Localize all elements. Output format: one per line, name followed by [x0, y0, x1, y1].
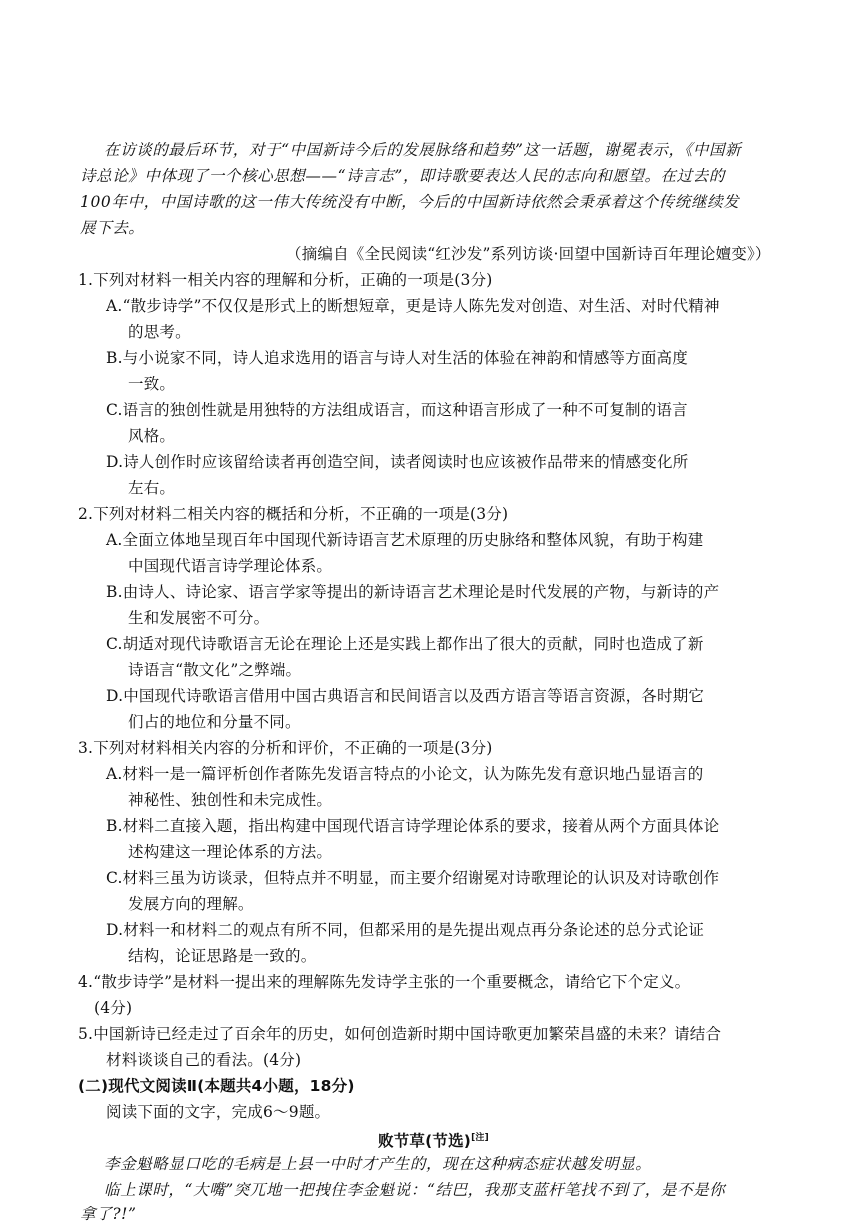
- material3-line-2: 诗总论》中体现了一个核心思想——“诗言志”，即诗歌要表达人民的志向和愿望。在过去的: [80, 167, 725, 185]
- q3-option-a-cont: 神秘性、独创性和未完成性。: [128, 791, 333, 809]
- material3-line-1: 在访谈的最后环节，对于“中国新诗今后的发展脉络和趋势”这一话题，谢冕表示，《中国新: [104, 141, 742, 159]
- story-paragraph-2-line-1: 临上课时，“大嘴”突兀地一把拽住李金魁说：“结巴，我那支蓝杆笔找不到了，是不是你: [104, 1181, 726, 1199]
- q5-stem: 5.中国新诗已经走过了百余年的历史，如何创造新时期中国诗歌更加繁荣昌盛的未来？请结合: [78, 1025, 722, 1043]
- q1-option-a: A.“散步诗学”不仅仅是形式上的断想短章，更是诗人陈先发对创造、对生活、对时代精神: [106, 297, 720, 315]
- story-title: [378, 1128, 489, 1151]
- q5-stem-cont: 材料谈谈自己的看法。(4分): [106, 1051, 302, 1069]
- story-title-text: 败节草(节选): [378, 1132, 472, 1151]
- q2-option-d: D.中国现代诗歌语言借用中国古典语言和民间语言以及西方语言等语言资源，各时期它: [106, 687, 705, 705]
- q2-option-a: A.全面立体地呈现百年中国现代新诗语言艺术原理的历史脉络和整体风貌，有助于构建: [106, 531, 704, 549]
- q1-option-c: C.语言的独创性就是用独特的方法组成语言，而这种语言形成了一种不可复制的语言: [106, 401, 688, 419]
- q1-option-c-cont: 风格。: [128, 427, 176, 445]
- q4-points: (4分): [94, 999, 133, 1017]
- q4-stem: 4.“散步诗学”是材料一提出来的理解陈先发诗学主张的一个重要概念，请给它下个定义。: [78, 973, 691, 991]
- section2-instruction: 阅读下面的文字，完成6～9题。: [106, 1103, 331, 1121]
- q1-stem: 1.下列对材料一相关内容的理解和分析，正确的一项是(3分): [78, 271, 493, 289]
- q3-option-c-cont: 发展方向的理解。: [128, 895, 254, 913]
- q3-option-c: C.材料三虽为访谈录，但特点并不明显，而主要介绍谢冕对诗歌理论的认识及对诗歌创作: [106, 869, 720, 887]
- q1-option-d-cont: 左右。: [128, 479, 176, 497]
- story-title-note-mark: [注]: [471, 1133, 489, 1143]
- q3-option-b-cont: 述构建这一理论体系的方法。: [128, 843, 333, 861]
- q3-option-d-cont: 结构，论证思路是一致的。: [128, 947, 317, 965]
- material3-line-4: 展下去。: [80, 219, 145, 237]
- q2-option-c: C.胡适对现代诗歌语言无论在理论上还是实践上都作出了很大的贡献，同时也造成了新: [106, 635, 704, 653]
- q2-option-b: B.由诗人、诗论家、语言学家等提出的新诗语言艺术理论是时代发展的产物，与新诗的产: [106, 583, 720, 601]
- q1-option-d: D.诗人创作时应该留给读者再创造空间，读者阅读时也应该被作品带来的情感变化所: [106, 453, 689, 471]
- q1-option-a-cont: 的思考。: [128, 323, 191, 341]
- q1-option-b-cont: 一致。: [128, 375, 176, 393]
- q2-option-c-cont: 诗语言“散文化”之弊端。: [128, 661, 302, 679]
- q1-option-b: B.与小说家不同，诗人追求选用的语言与诗人对生活的体验在神韵和情感等方面高度: [106, 349, 688, 367]
- q3-option-d: D.材料一和材料二的观点有所不同，但都采用的是先提出观点再分条论述的总分式论证: [106, 921, 705, 939]
- q2-option-b-cont: 生和发展密不可分。: [128, 609, 270, 627]
- q3-option-a: A.材料一是一篇评析创作者陈先发语言特点的小论文，认为陈先发有意识地凸显语言的: [106, 765, 704, 783]
- q3-option-b: B.材料二直接入题，指出构建中国现代语言诗学理论体系的要求，接着从两个方面具体论: [106, 817, 720, 835]
- material3-source: （摘编自《全民阅读“红沙发”系列访谈·回望中国新诗百年理论嬗变》）: [286, 245, 771, 263]
- q2-option-a-cont: 中国现代语言诗学理论体系。: [128, 557, 333, 575]
- q2-option-d-cont: 们占的地位和分量不同。: [128, 713, 301, 731]
- section2-heading: (二)现代文阅读Ⅱ(本题共4小题，18分): [78, 1077, 355, 1095]
- q3-stem: 3.下列对材料相关内容的分析和评价，不正确的一项是(3分): [78, 739, 493, 757]
- story-paragraph-1: 李金魁略显口吃的毛病是上县一中时才产生的，现在这种病态症状越发明显。: [104, 1155, 652, 1173]
- story-paragraph-2-line-2: 拿了?!”: [80, 1205, 137, 1223]
- material3-line-3: 100年中，中国诗歌的这一伟大传统没有中断，今后的中国新诗依然会秉承着这个传统继续发: [80, 193, 740, 211]
- q2-stem: 2.下列对材料二相关内容的概括和分析，不正确的一项是(3分): [78, 505, 509, 523]
